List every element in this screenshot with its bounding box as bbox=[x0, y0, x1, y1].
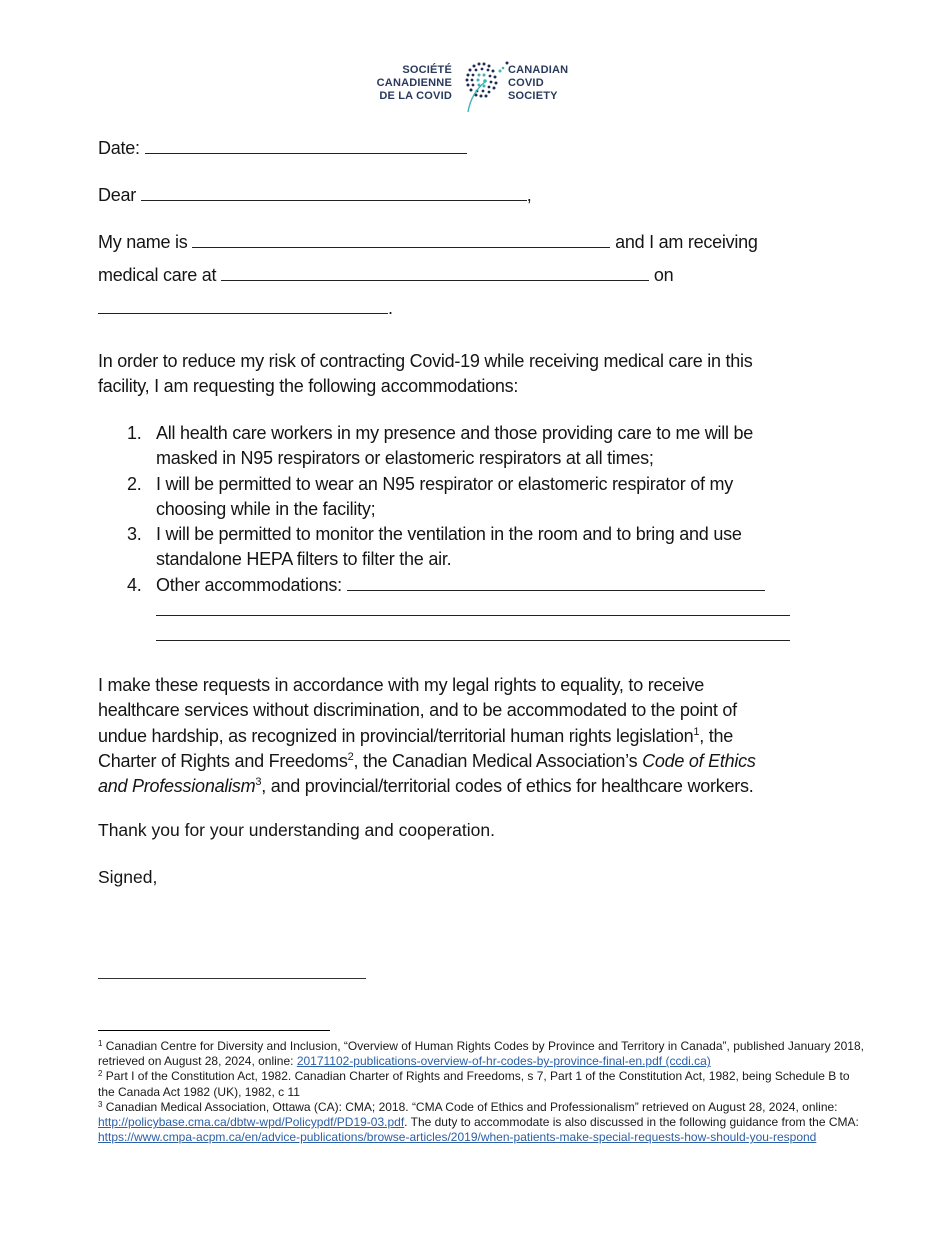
rights-line bbox=[98, 724, 858, 749]
list-text: choosing while in the facility; bbox=[156, 498, 376, 519]
footnotes bbox=[98, 1039, 868, 1145]
list-text: Other accommodations: bbox=[156, 574, 342, 595]
signed-label: Signed, bbox=[98, 867, 158, 887]
list-item bbox=[127, 573, 827, 648]
name-field[interactable] bbox=[192, 231, 610, 248]
logo-line: SOCIETY bbox=[508, 90, 558, 102]
list-number: 2. bbox=[127, 473, 142, 494]
footnote-text: . The duty to accommodate is also discussed in the following guidance from the CMA: bbox=[404, 1115, 859, 1130]
on-label: on bbox=[653, 265, 674, 285]
logo-english-name bbox=[508, 64, 568, 103]
footnote-ref[interactable]: 1 bbox=[693, 725, 700, 738]
logo-line: CANADIENNE bbox=[376, 77, 452, 89]
italic-title: Code of Ethics bbox=[642, 750, 756, 771]
rights-line: healthcare services without discrimination, and to be accommodated to the point of bbox=[98, 700, 737, 721]
period: . bbox=[388, 298, 393, 318]
intro-line: In order to reduce my risk of contracting Covid-19 while receiving medical care in this bbox=[98, 351, 753, 371]
text: , the Canadian Medical Association’s bbox=[353, 750, 643, 771]
footnote-1 bbox=[98, 1039, 868, 1069]
comma: , bbox=[526, 185, 532, 205]
list-number: 3. bbox=[127, 524, 142, 545]
name-label: My name is bbox=[98, 232, 188, 252]
text: , and provincial/territorial codes of ethics for healthcare workers. bbox=[261, 776, 754, 797]
date-field[interactable] bbox=[145, 137, 467, 154]
intro-line: facility, I am requesting the following accommodations: bbox=[98, 376, 519, 397]
list-text: masked in N95 respirators or elastomeric respirators at all times; bbox=[156, 448, 654, 469]
name-suffix: and I am receiving bbox=[615, 232, 758, 252]
rights-paragraph bbox=[98, 673, 858, 799]
footnote-text: Canadian Centre for Diversity and Inclusion, “Overview of Human Rights Codes by Province and Territory in Canada”, published January 2018, retrieved on August 28, 2024, online: bbox=[98, 1039, 864, 1069]
name-line bbox=[98, 230, 758, 255]
dandelion-logo-icon bbox=[460, 60, 510, 112]
other-accommodations-line-2[interactable] bbox=[156, 599, 790, 616]
other-accommodations-field[interactable] bbox=[347, 574, 765, 591]
list-text: I will be permitted to wear an N95 respirator or elastomeric respirator of my bbox=[156, 473, 733, 494]
footnote-text: Canadian Medical Association, Ottawa (CA): CMA; 2018. “CMA Code of Ethics and Professionalism” retrieved on August 28, 2024, online: bbox=[105, 1099, 838, 1114]
footnote-ref[interactable]: 2 bbox=[347, 750, 354, 763]
logo-line: COVID bbox=[508, 77, 544, 89]
logo-line: SOCIÉTÉ bbox=[402, 64, 452, 76]
ccdi-link[interactable]: 20171102-publications-overview-of-hr-codes-by-province-final-en.pdf (ccdi.ca) bbox=[296, 1054, 711, 1069]
list-text: standalone HEPA filters to filter the air. bbox=[156, 549, 452, 570]
rights-line bbox=[98, 749, 858, 774]
rights-line: I make these requests in accordance with my legal rights to equality, to receive bbox=[98, 675, 704, 695]
facility-line bbox=[98, 263, 673, 288]
cma-policy-link[interactable]: http://policybase.cma.ca/dbtw-wpd/Policypdf/PD19-03.pdf bbox=[98, 1115, 405, 1130]
list-item bbox=[127, 472, 827, 523]
footnote-number: 2 bbox=[98, 1069, 103, 1079]
footnote-number: 1 bbox=[98, 1039, 103, 1048]
date-line bbox=[98, 136, 467, 161]
footnote-2 bbox=[98, 1069, 868, 1099]
footnote-3 bbox=[98, 1100, 868, 1146]
cmpa-article-link[interactable]: https://www.cmpa-acpm.ca/en/advice-publications/browse-articles/2019/when-patients-make-special-requests-how-should-you-respond bbox=[98, 1130, 817, 1145]
text: undue hardship, as recognized in provincial/territorial human rights legislation bbox=[98, 725, 694, 746]
thanks-text: Thank you for your understanding and cooperation. bbox=[98, 820, 495, 840]
text: , the bbox=[699, 725, 733, 746]
intro-paragraph bbox=[98, 349, 858, 400]
list-number: 4. bbox=[127, 574, 142, 595]
footnote-divider bbox=[98, 1030, 330, 1031]
list-text: I will be permitted to monitor the ventilation in the room and to bring and use bbox=[156, 524, 742, 545]
signature-field[interactable] bbox=[98, 978, 366, 979]
dear-label: Dear bbox=[98, 185, 137, 205]
list-number: 1. bbox=[127, 423, 142, 443]
care-date-field[interactable] bbox=[98, 297, 388, 314]
footnote-ref[interactable]: 3 bbox=[255, 776, 262, 789]
footnote-number: 3 bbox=[98, 1099, 103, 1109]
facility-label: medical care at bbox=[98, 265, 217, 285]
rights-line bbox=[98, 774, 858, 799]
other-accommodations-line-3[interactable] bbox=[156, 624, 790, 641]
logo-line: CANADIAN bbox=[508, 64, 569, 76]
date-label: Date: bbox=[98, 138, 140, 158]
italic-title: and Professionalism bbox=[98, 776, 256, 797]
society-logo bbox=[360, 60, 590, 112]
salutation-line bbox=[98, 183, 532, 208]
text: Charter of Rights and Freedoms bbox=[98, 750, 348, 771]
facility-field[interactable] bbox=[221, 264, 649, 281]
list-item bbox=[127, 522, 827, 573]
logo-line: DE LA COVID bbox=[379, 90, 452, 102]
care-date-line bbox=[98, 296, 393, 321]
list-item bbox=[127, 421, 827, 472]
list-text: All health care workers in my presence and those providing care to me will be bbox=[156, 423, 754, 443]
accommodations-list bbox=[127, 421, 827, 648]
footnote-text: Part I of the Constitution Act, 1982. Canadian Charter of Rights and Freedoms, s 7, Part 1 of the Constitution Act, 1982, being Schedule B to the Canada Act 1982 (UK), 1982, c 11 bbox=[98, 1069, 850, 1099]
logo-french-name bbox=[377, 64, 452, 103]
recipient-field[interactable] bbox=[141, 184, 527, 201]
